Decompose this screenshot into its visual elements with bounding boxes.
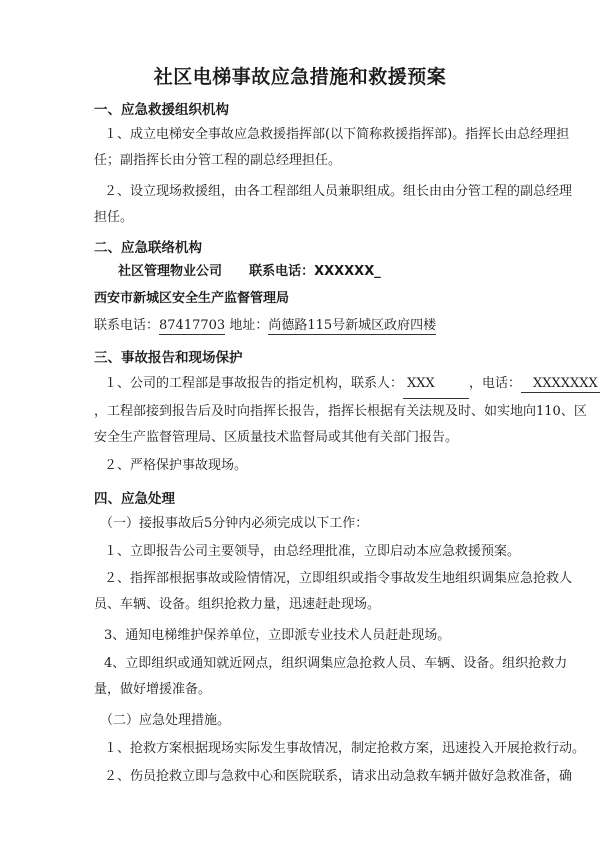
text-line: 4、立即组织或通知就近网点，组织调集应急抢救人员、车辆、设备。组织抢救力	[104, 656, 568, 671]
document-title: 社区电梯事故应急措施和救援预案	[153, 66, 447, 88]
section-1-paragraph-1	[94, 122, 570, 174]
text-line: ２、设立现场救援组，由各工程部组人员兼职组成。组长由由分管工程的副总经理	[104, 184, 573, 199]
contact-phone: XXXXXXX	[521, 376, 600, 393]
company-phone: XXXXXX_	[314, 264, 381, 279]
step-1: １、立即报告公司主要领导，由总经理批准，立即启动本应急救援预案。	[104, 544, 521, 559]
measure-1: １、抢救方案根据现场实际发生事故情况，制定抢救方案，迅速投入开展抢救行动。	[104, 741, 586, 756]
text-line	[104, 371, 598, 399]
text-line: 员、车辆、设备。组织抢救力量，迅速赶赴现场。	[94, 597, 381, 612]
bureau-address-label: 地址：	[229, 318, 269, 333]
section-3-paragraph-1	[94, 371, 598, 451]
text-line: ，工程部接到报告后及时向指挥长报告，指挥长根据有关法规及时、如实地向110、区	[94, 404, 587, 419]
bureau-phone-label: 联系电话：	[94, 318, 160, 333]
bureau-contact-line	[94, 313, 534, 339]
subsection-1-heading: （一）接报事故后5分钟内必须完成以下工作：	[100, 516, 369, 531]
company-phone-label: 联系电话：	[249, 264, 315, 279]
bureau-address: 尚德路115号新城区政府四楼	[268, 318, 437, 333]
section-3-heading: 三、事故报告和现场保护	[94, 350, 243, 366]
step-4	[94, 651, 568, 703]
section-1-paragraph-2	[94, 179, 573, 231]
step-3: 3、通知电梯维护保养单位，立即派专业技术人员赶赴现场。	[104, 628, 451, 643]
text-line: 任；副指挥长由分管工程的副总经理担任。	[94, 153, 342, 168]
phone-label: ，电话：	[469, 376, 522, 391]
section-2-heading: 二、应急联络机构	[94, 240, 202, 256]
subsection-2-heading: （二）应急处理措施。	[100, 713, 231, 728]
text-line: 担任。	[94, 210, 134, 225]
text-line: １、成立电梯安全事故应急救援指挥部(以下简称救援指挥部)。指挥长由总经理担	[104, 127, 570, 142]
bureau-name: 西安市新城区安全生产监督管理局	[94, 291, 290, 306]
section-1-heading: 一、应急救援组织机构	[94, 102, 229, 118]
company-name: 社区管理物业公司	[118, 264, 223, 279]
step-2	[94, 566, 573, 618]
report-text-start: １、公司的工程部是事故报告的指定机构，联系人：	[104, 376, 404, 391]
text-line: ２、指挥部根据事故或险情情况，立即组织或指令事故发生地组织调集应急抢救人	[104, 571, 573, 586]
bureau-phone: 87417703	[159, 318, 226, 333]
section-4-heading: 四、应急处理	[94, 491, 175, 507]
text-line: 安全生产监督管理局、区质量技术监督局或其他有关部门报告。	[94, 430, 459, 445]
company-contact-line	[118, 259, 558, 285]
section-3-paragraph-2: ２、严格保护事故现场。	[104, 458, 248, 473]
text-line: 量，做好增援准备。	[94, 682, 212, 697]
contact-person: XXX	[403, 371, 469, 399]
measure-2: ２、伤员抢救立即与急救中心和医院联系，请求出动急救车辆并做好急救准备，确	[104, 769, 573, 784]
